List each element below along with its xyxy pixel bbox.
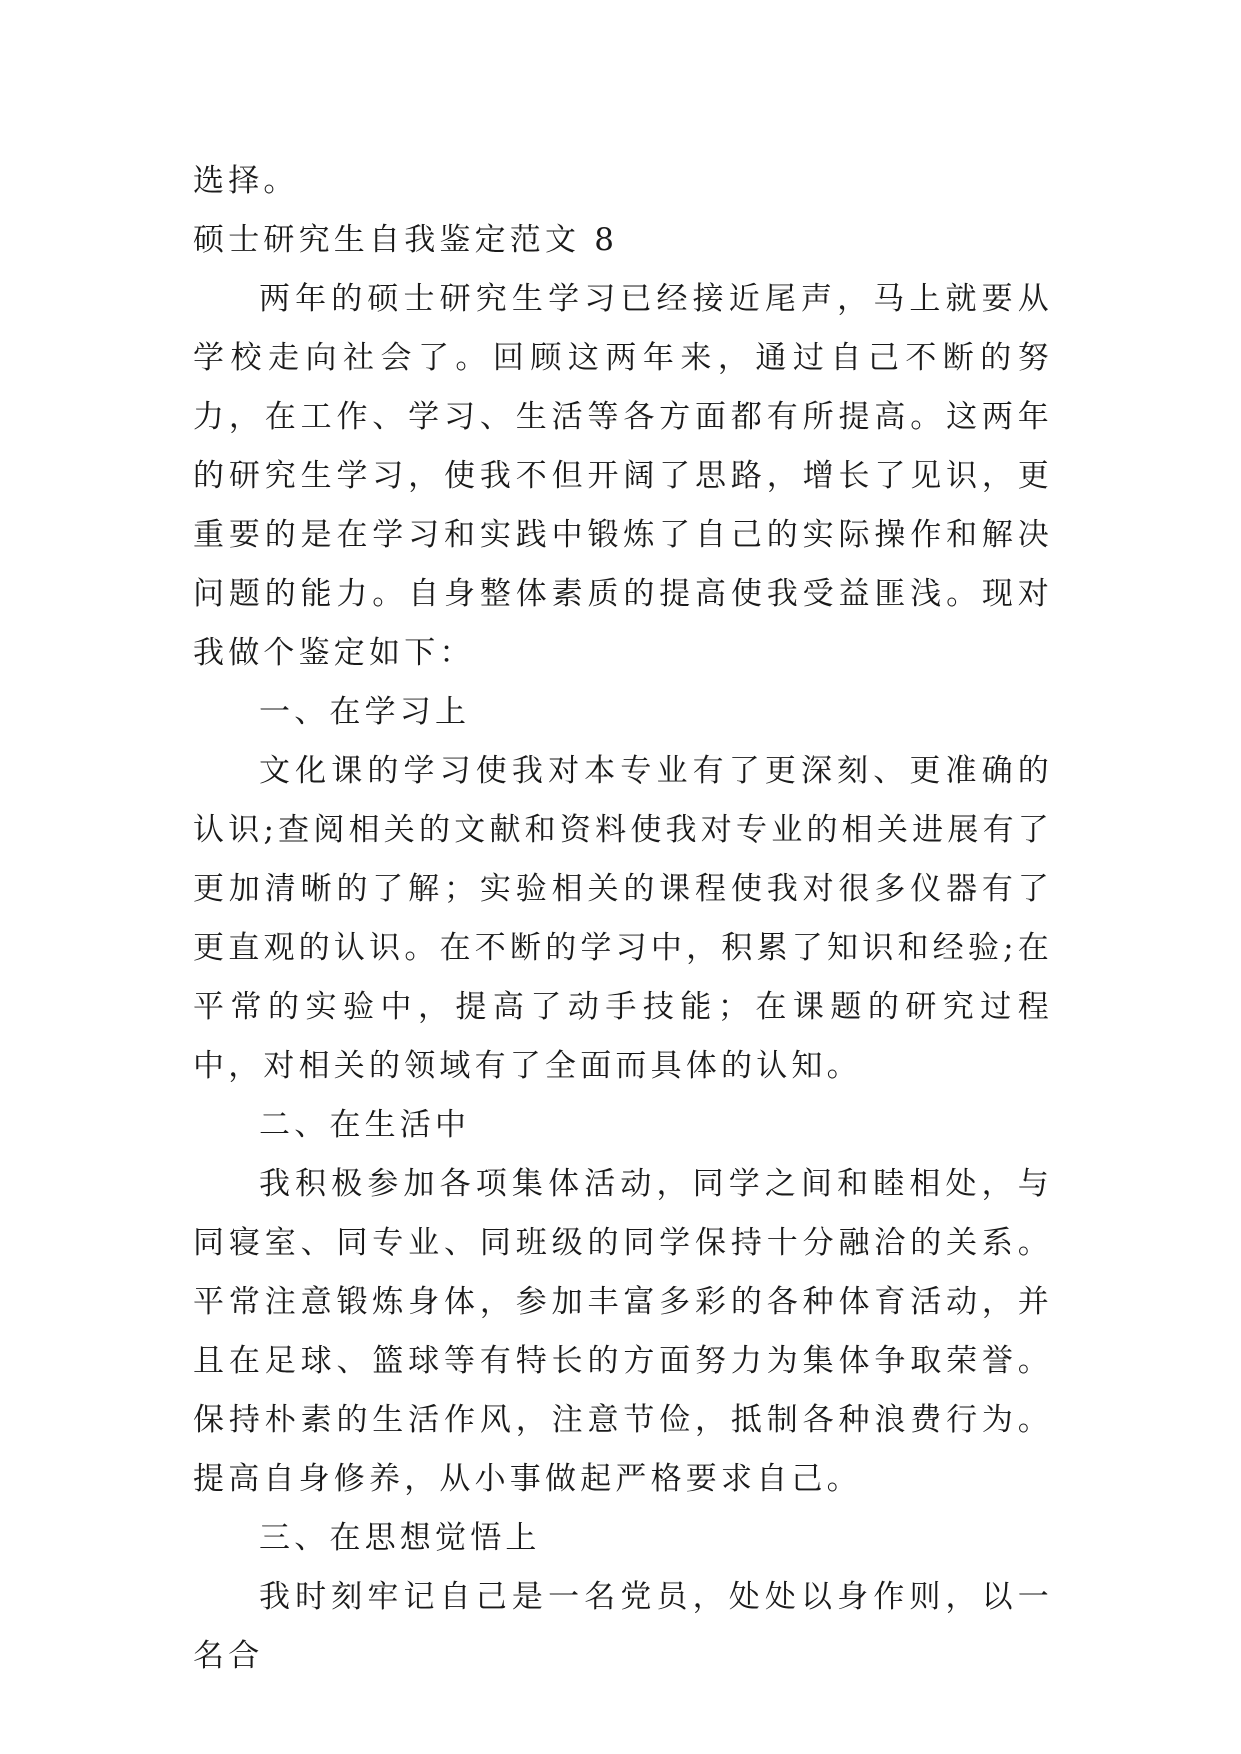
document-title: 硕士研究生自我鉴定范文 8 [193,222,619,258]
section-paragraph-ideology: 我时刻牢记自己是一名党员，处处以身作则，以一名合 [193,1579,1053,1674]
section-paragraph-life: 我积极参加各项集体活动，同学之间和睦相处，与同寝室、同专业、同班级的同学保持十分融洽的关系。平常注意锻炼身体，参加丰富多彩的各种体育活动，并且在足球、篮球等有特长的方面努力为集体争取荣誉。保持朴素的生活作风，注意节俭，抵制各种浪费行为。提高自身修养，从小事做起严格要求自己。 [193,1166,1053,1497]
section-heading-ideology: 三、在思想觉悟上 [259,1520,541,1556]
document-body [193,152,1053,1686]
section-heading-study: 一、在学习上 [259,694,471,730]
intro-paragraph: 两年的硕士研究生学习已经接近尾声，马上就要从学校走向社会了。回顾这两年来，通过自己不断的努力，在工作、学习、生活等各方面都有所提高。这两年的研究生学习，使我不但开阔了思路，增长了见识，更重要的是在学习和实践中锻炼了自己的实际操作和解决问题的能力。自身整体素质的提高使我受益匪浅。现对我做个鉴定如下： [193,281,1053,671]
section-heading-life: 二、在生活中 [259,1107,471,1143]
section-paragraph-study: 文化课的学习使我对本专业有了更深刻、更准确的认识;查阅相关的文献和资料使我对专业的相关进展有了更加清晰的了解；实验相关的课程使我对很多仪器有了更直观的认识。在不断的学习中，积累了知识和经验;在平常的实验中，提高了动手技能；在课题的研究过程中，对相关的领域有了全面而具体的认知。 [193,753,1053,1084]
previous-section-ending: 选择。 [193,163,299,199]
